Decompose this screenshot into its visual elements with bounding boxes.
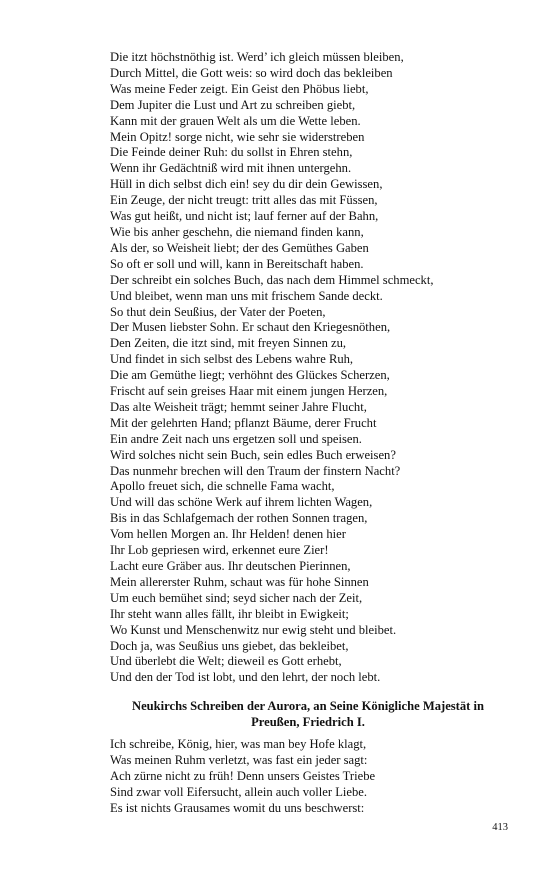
verse-line: Was meinen Ruhm verletzt, was fast ein jeder sagt:: [110, 752, 368, 767]
verse-line: Was gut heißt, und nicht ist; lauf ferner auf der Bahn,: [110, 209, 379, 224]
verse-line: Die itzt höchstnöthig ist. Werd’ ich gleich müssen bleiben,: [110, 50, 404, 64]
verse-line: Vom hellen Morgen an. Ihr Helden! denen hier: [110, 527, 346, 542]
verse-line: Hüll in dich selbst dich ein! sey du dir dein Gewissen,: [110, 177, 383, 192]
verse-line: Als der, so Weisheit liebt; der des Gemüthes Gaben: [110, 240, 369, 255]
section-heading-line-1: Neukirchs Schreiben der Aurora, an Seine Königliche Majestät in: [131, 699, 485, 713]
verse-line: Ihr Lob gepriesen wird, erkennet eure Zier!: [110, 543, 329, 558]
verse-line: Der schreibt ein solches Buch, das nach dem Himmel schmeckt,: [110, 272, 434, 287]
verse-line: Was meine Feder zeigt. Ein Geist den Phöbus liebt,: [110, 81, 369, 96]
verse-line: Mein allererster Ruhm, schaut was für hohe Sinnen: [110, 574, 369, 589]
verse-line: Den Zeiten, die itzt sind, mit freyen Sinnen zu,: [110, 336, 347, 351]
verse-line: Dem Jupiter die Lust und Art zu schreiben giebt,: [110, 97, 356, 112]
verse-line: Es ist nichts Grausames womit du uns beschwerst:: [110, 800, 365, 815]
poem-first: [110, 50, 510, 686]
verse-line: Wird solches nicht sein Buch, sein edles Buch erweisen?: [110, 447, 396, 462]
verse-line: Durch Mittel, die Gott weis: so wird doch das bekleiben: [110, 65, 393, 80]
verse-line: Und den der Tod ist lobt, und den lehrt, der noch lebt.: [110, 670, 381, 685]
verse-line: Ich schreibe, König, hier, was man bey Hofe klagt,: [110, 737, 367, 751]
verse-line: Doch ja, was Seußius uns giebet, das bekleibet,: [110, 638, 349, 653]
verse-line: Ein andre Zeit nach uns ergetzen soll und speisen.: [110, 431, 362, 446]
verse-line: Wo Kunst und Menschenwitz nur ewig steht und bleibet.: [110, 622, 397, 637]
verse-line: Ach zürne nicht zu früh! Denn unsers Geistes Triebe: [110, 768, 376, 783]
verse-line: So oft er soll und will, kann in Bereitschaft haben.: [110, 256, 364, 271]
verse-line: Und will das schöne Werk auf ihrem lichten Wagen,: [110, 495, 373, 510]
verse-line: Wenn ihr Gedächtniß wird mit ihnen untergehn.: [110, 161, 352, 176]
verse-line: Ihr steht wann alles fällt, ihr bleibt in Ewigkeit;: [110, 606, 349, 621]
poem-second: [110, 737, 510, 817]
verse-line: Kann mit der grauen Welt als um die Wette leben.: [110, 113, 361, 128]
verse-line: Das alte Weisheit trägt; hemmt seiner Jahre Flucht,: [110, 399, 367, 414]
verse-line: Sind zwar voll Eifersucht, allein auch voller Liebe.: [110, 784, 368, 799]
verse-line: Frischt auf sein greises Haar mit einem jungen Herzen,: [110, 384, 388, 399]
verse-line: Der Musen liebster Sohn. Er schaut den Kriegesnöthen,: [110, 320, 391, 335]
verse-line: Die am Gemüthe liegt; verhöhnt des Glückes Scherzen,: [110, 368, 390, 383]
verse-line: So thut dein Seußius, der Vater der Poeten,: [110, 304, 326, 319]
verse-line: Bis in das Schlafgemach der rothen Sonnen tragen,: [110, 511, 368, 526]
page-number: 413: [492, 822, 508, 833]
verse-line: Mit der gelehrten Hand; pflanzt Bäume, derer Frucht: [110, 415, 377, 430]
section-heading: [110, 699, 506, 730]
verse-line: Das nunmehr brechen will den Traum der finstern Nacht?: [110, 463, 401, 478]
verse-line: Apollo freuet sich, die schnelle Fama wacht,: [110, 479, 335, 494]
verse-line: Die Feinde deiner Ruh: du sollst in Ehren stehn,: [110, 145, 353, 160]
verse-line: Ein Zeuge, der nicht treugt: tritt alles das mit Füssen,: [110, 193, 378, 208]
verse-line: Und findet in sich selbst des Lebens wahre Ruh,: [110, 352, 354, 367]
verse-line: Und überlebt die Welt; dieweil es Gott erhebt,: [110, 654, 342, 669]
verse-line: Und bleibet, wenn man uns mit frischem Sande deckt.: [110, 288, 383, 303]
verse-line: Um euch bemühet sind; seyd sicher nach der Zeit,: [110, 590, 363, 605]
verse-line: Mein Opitz! sorge nicht, wie sehr sie widerstreben: [110, 129, 365, 144]
verse-line: Lacht eure Gräber aus. Ihr deutschen Pierinnen,: [110, 559, 351, 573]
verse-line: Wie bis anher geschehn, die niemand finden kann,: [110, 224, 364, 239]
section-heading-line-2: Preußen, Friedrich I.: [251, 714, 365, 729]
